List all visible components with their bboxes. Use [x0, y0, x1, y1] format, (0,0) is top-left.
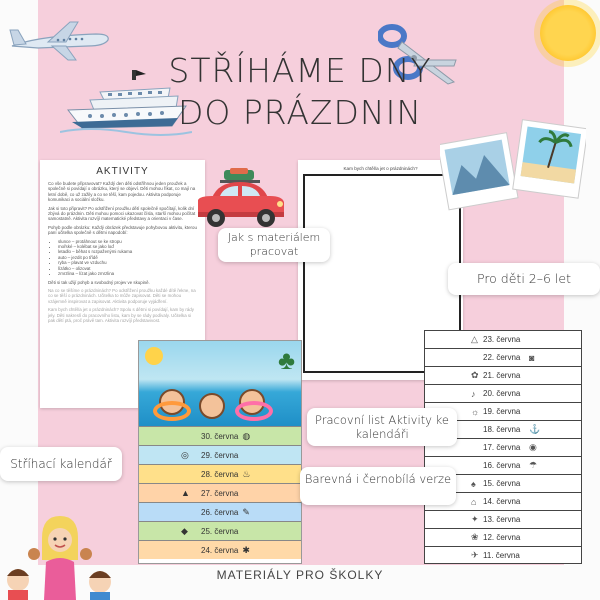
bw-strip-row: [425, 367, 581, 385]
color-strip-label: 28. června: [201, 469, 239, 479]
activity-list-item: • letadlo – běhat s rozpaženými rukama: [58, 249, 197, 254]
bw-strip-label: 22. června: [483, 353, 521, 362]
activity-list-item: • zmrzlina – lízat jako zmrzlina: [58, 271, 197, 276]
bw-strip-row: [425, 511, 581, 529]
beach-illustration: [139, 341, 301, 426]
bw-strip-label: 19. června: [483, 407, 521, 416]
color-calendar-strip: [138, 340, 302, 564]
bw-strip-row: [425, 385, 581, 403]
footer-brand: MATERIÁLY PRO ŠKOLKY: [216, 568, 384, 582]
color-strip-icon: ✱: [242, 544, 250, 555]
tag-how-to-use: Jak s materiálem pracovat: [218, 228, 330, 262]
activity-paragraph: Pohyb podle obrázku: Každý obrázek představuje pohybovou aktivitu, kterou paní učitelka společně s dětmi napodobí:: [48, 224, 197, 236]
bw-strip-icon: ✈: [471, 550, 479, 560]
bw-strip-label: 16. června: [483, 461, 521, 470]
bw-strip-label: 15. června: [483, 479, 521, 488]
bw-strip-label: 18. června: [483, 425, 521, 434]
activity-paragraph: Na co se těšíme o prázdninách? Po odstřižení proužku každé dítě řekne, na co se těší o prázdninách. Učitelka to může zapisovat. Děti se mohou vzájemně inspirovat a zapisovat. Aktivita podporuje vyjádření.: [48, 287, 196, 304]
color-strip-row: [139, 540, 301, 559]
car-icon: [190, 168, 290, 234]
bw-strip-icon: ☼: [471, 406, 480, 417]
activity-paragraph: Co vše budete připravovat? Každý den děti odstříhnou jeden proužek a společně si povídají o obrázku, který se objeví. Děti mohou říkat, co mají na letní době, co už zažily a co se těší, kam pojedou. Aktivita podporuje komunikaci a sociální složku.: [48, 181, 196, 203]
bw-strip-row: [425, 547, 581, 564]
airplane-icon: [8, 18, 112, 62]
activity-list-item: • ryba – plavat ve vzduchu: [58, 260, 197, 265]
bw-strip-label: 11. června: [483, 551, 520, 560]
color-strip-row: [139, 426, 301, 445]
bw-strip-row: [425, 349, 581, 367]
activity-list-item: • auto – jezdit po třídě: [58, 255, 197, 260]
bw-strip-label: 12. června: [483, 533, 521, 542]
color-strip-icon: ▲: [181, 488, 190, 498]
bw-strip-icon: ⚓: [529, 424, 541, 434]
child-icon: [199, 393, 225, 419]
activity-list-item: • mořské – kolébat se jako loď: [58, 244, 197, 249]
color-strip-label: 29. června: [201, 450, 239, 460]
tag-color-versions: Barevná i černobílá verze: [300, 467, 456, 505]
activity-list-item: • slunce – protáhnout se ke stropu: [58, 239, 197, 244]
color-strip-icon: ◎: [181, 449, 189, 460]
swim-ring-icon: [235, 401, 273, 421]
activity-paragraph: Jak si toto připravit? Po odstřižení proužku dětí společně spočítají, kolik dní zbývá do prázdnin. Děti mohou pomoci ukazovat čísla, starší mohou počítat samostatně. Aktivita rozvíjí matematické představy a orientaci v čase.: [48, 205, 196, 222]
bw-strip-icon: ♪: [471, 388, 476, 399]
bw-calendar-strip: [424, 330, 582, 564]
bw-strip-row: [425, 331, 581, 349]
color-strip-icon: ✎: [242, 506, 250, 517]
bw-strip-label: 23. června: [483, 335, 521, 344]
kids-icon: [4, 508, 116, 600]
color-strip-row: [139, 445, 301, 464]
color-strip-row: [139, 464, 301, 483]
color-strip-row: [139, 502, 301, 521]
color-strip-icon: ◆: [181, 525, 188, 536]
activity-paragraph: Kam bych chtěl/a jet o prázdninách? Spolu s dětmi si povídají, kam by rády jely. Děti nakreslí do pracovního listu, kam by se rády podívaly. Učitelka si pak dětí ptá, proč právě tam. Aktivita rozvíjí představivost.: [48, 307, 194, 323]
color-strip-row: [139, 483, 301, 502]
color-strip-label: 25. června: [201, 526, 239, 536]
bw-strip-icon: ✦: [471, 514, 479, 524]
color-strip-label: 26. června: [201, 507, 239, 517]
worksheet-prompt: Kam bych chtěl/a jet o prázdninách?: [343, 166, 418, 171]
bw-strip-icon: ◙: [529, 352, 535, 363]
activity-list-item: • lízátko – olizovat: [58, 266, 197, 271]
sun-icon: [540, 5, 596, 61]
bw-strip-icon: ♠: [471, 478, 476, 489]
activity-list: [40, 239, 205, 277]
bw-strip-label: 17. června: [483, 443, 521, 452]
color-strip-label: 30. června: [201, 431, 239, 441]
bw-strip-icon: △: [471, 334, 478, 344]
tag-age-range: Pro děti 2–6 let: [448, 263, 600, 295]
color-strip-label: 24. června: [201, 545, 239, 555]
activity-paragraph: Děti si tak užijí pohyb a svobodný projev ve skupině.: [48, 279, 150, 285]
bw-strip-label: 14. června: [483, 497, 521, 506]
photo-icon: [440, 118, 586, 218]
color-strip-row: [139, 521, 301, 540]
sun-icon: [145, 347, 163, 365]
bw-strip-label: 20. června: [483, 389, 521, 398]
title-line-2: DO PRÁZDNIN: [177, 93, 423, 132]
bw-strip-label: 21. června: [483, 371, 521, 380]
activity-heading: AKTIVITY: [96, 166, 149, 177]
color-strip-icon: ◍: [242, 430, 251, 441]
bw-strip-icon: ✿: [471, 370, 479, 380]
palm-icon: ♣: [277, 345, 295, 375]
title-line-1: STŘÍHÁME DNY: [168, 51, 432, 90]
page-title: [150, 50, 450, 134]
color-strip-label: 27. června: [201, 488, 239, 498]
bw-strip-icon: ❀: [471, 532, 479, 542]
bw-strip-icon: ⌂: [471, 496, 477, 507]
bw-strip-row: [425, 529, 581, 547]
swim-ring-icon: [153, 401, 191, 421]
bw-strip-label: 13. června: [483, 515, 521, 524]
color-strip-icon: ♨: [242, 468, 251, 479]
bw-strip-icon: ◉: [529, 442, 537, 452]
bw-strip-icon: ☂: [529, 460, 538, 470]
tag-cut-calendar: Stříhací kalendář: [0, 447, 122, 481]
tag-worksheet: Pracovní list Aktivity ke kalendáři: [307, 408, 457, 446]
